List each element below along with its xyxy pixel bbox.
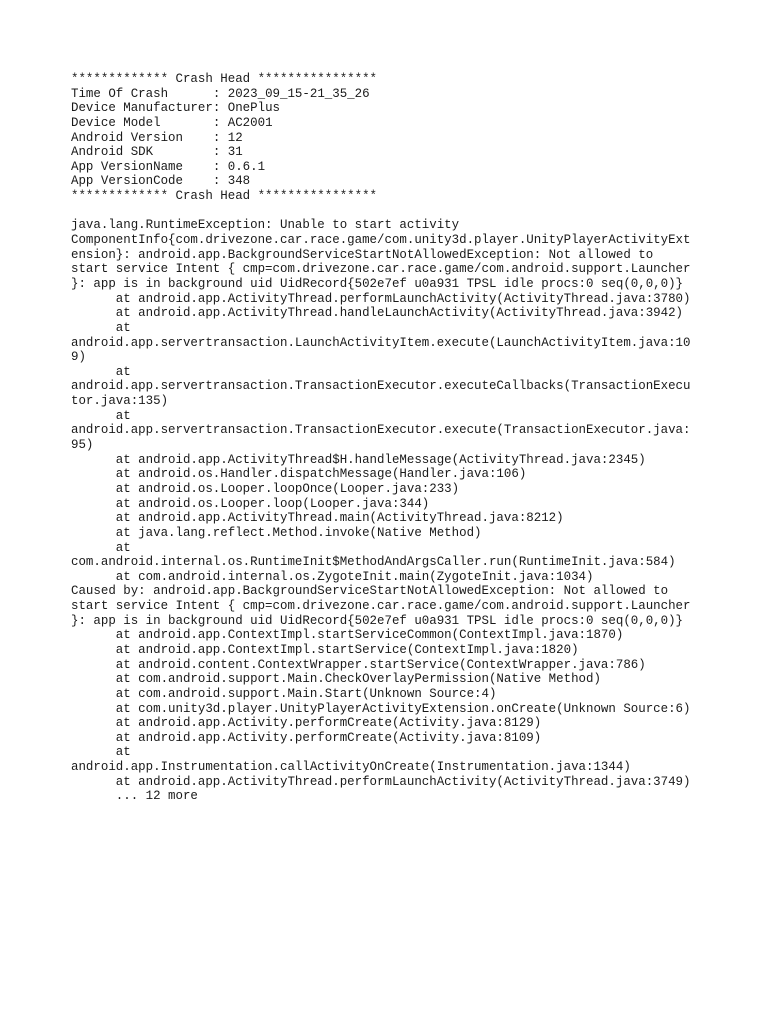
crash-head-fields — [71, 87, 711, 189]
crash-field-label: App VersionName — [71, 159, 213, 174]
stack-trace-line: at — [71, 364, 131, 379]
crash-field-separator: : — [212, 159, 228, 174]
stack-trace-line: at — [71, 745, 131, 760]
crash-field-separator: : — [212, 130, 228, 145]
stack-trace-line: at com.android.support.Main.CheckOverlayPermission(Native Method) — [71, 672, 601, 687]
stack-trace-line: at android.app.ActivityThread$H.handleMessage(ActivityThread.java:2345) — [71, 452, 646, 467]
stack-trace-line: java.lang.RuntimeException: Unable to start activity — [71, 218, 460, 233]
crash-head-banner-top: ************* Crash Head **************** — [71, 72, 378, 86]
stack-trace-line: 95) — [71, 438, 94, 453]
crash-field-label: Time Of Crash — [71, 86, 213, 101]
stack-trace-line: at — [71, 540, 131, 555]
stack-trace-line: android.app.Instrumentation.callActivityOnCreate(Instrumentation.java:1344) — [71, 760, 631, 775]
stack-trace-line: tor.java:135) — [71, 394, 169, 409]
stack-trace-line: at com.android.internal.os.ZygoteInit.main(ZygoteInit.java:1034) — [71, 569, 594, 584]
stack-trace-line: android.app.servertransaction.TransactionExecutor.execute(TransactionExecutor.java: — [71, 423, 691, 438]
crash-field-value: 12 — [227, 130, 243, 145]
stack-trace-line: android.app.servertransaction.TransactionExecutor.executeCallbacks(TransactionExecu — [71, 379, 691, 394]
crash-field-separator: : — [212, 115, 228, 130]
crash-field-label: App VersionCode — [71, 174, 213, 189]
crash-field-value: 0.6.1 — [227, 159, 266, 174]
crash-head-banner-bottom: ************* Crash Head **************** — [71, 189, 378, 204]
stack-trace-line: }: app is in background uid UidRecord{502e7ef u0a931 TPSL idle procs:0 seq(0,0,0)} — [71, 276, 684, 291]
crash-field-separator: : — [212, 101, 228, 116]
crash-field-value: 2023_09_15-21_35_26 — [227, 86, 370, 101]
stack-trace-line: at — [71, 408, 131, 423]
crash-field-separator: : — [212, 86, 228, 101]
stack-trace-line: at android.app.ContextImpl.startService(ContextImpl.java:1820) — [71, 642, 579, 657]
stack-trace-line: Caused by: android.app.BackgroundServiceStartNotAllowedException: Not allowed to — [71, 584, 669, 599]
stack-trace-line: at — [71, 320, 131, 335]
stack-trace-line: at com.android.support.Main.Start(Unknown Source:4) — [71, 686, 497, 701]
crash-field-separator: : — [212, 174, 228, 189]
crash-log-document — [71, 72, 711, 804]
stack-trace-line: ension}: android.app.BackgroundServiceStartNotAllowedException: Not allowed to — [71, 247, 654, 262]
stack-trace — [71, 218, 711, 804]
stack-trace-line: at android.app.ActivityThread.performLaunchActivity(ActivityThread.java:3749) — [71, 774, 691, 789]
crash-field-label: Android SDK — [71, 145, 213, 160]
spacer — [71, 204, 711, 219]
stack-trace-line: at android.app.ContextImpl.startServiceCommon(ContextImpl.java:1870) — [71, 628, 624, 643]
stack-trace-line: at android.app.Activity.performCreate(Activity.java:8109) — [71, 730, 542, 745]
crash-field-row — [71, 101, 711, 116]
stack-trace-line: at com.unity3d.player.UnityPlayerActivityExtension.onCreate(Unknown Source:6) — [71, 701, 691, 716]
stack-trace-line: at android.content.ContextWrapper.startService(ContextWrapper.java:786) — [71, 657, 646, 672]
stack-trace-line: ComponentInfo{com.drivezone.car.race.game/com.unity3d.player.UnityPlayerActivityExt — [71, 233, 691, 248]
stack-trace-line: start service Intent { cmp=com.drivezone.car.race.game/com.android.support.Launcher — [71, 262, 691, 277]
stack-trace-line: at java.lang.reflect.Method.invoke(Native Method) — [71, 525, 482, 540]
crash-field-row — [71, 87, 711, 102]
stack-trace-line: at android.app.ActivityThread.handleLaunchActivity(ActivityThread.java:3942) — [71, 306, 684, 321]
stack-trace-line: at android.app.ActivityThread.performLaunchActivity(ActivityThread.java:3780) — [71, 291, 691, 306]
stack-trace-line: ... 12 more — [71, 789, 198, 804]
crash-field-value: AC2001 — [227, 115, 273, 130]
stack-trace-line: at android.os.Looper.loop(Looper.java:344) — [71, 496, 430, 511]
crash-field-label: Device Model — [71, 115, 213, 130]
stack-trace-line: at android.app.Activity.performCreate(Activity.java:8129) — [71, 716, 542, 731]
crash-field-separator: : — [212, 145, 228, 160]
crash-field-label: Android Version — [71, 130, 213, 145]
stack-trace-line: android.app.servertransaction.LaunchActivityItem.execute(LaunchActivityItem.java:10 — [71, 335, 691, 350]
stack-trace-line: at android.os.Handler.dispatchMessage(Handler.java:106) — [71, 467, 527, 482]
stack-trace-line: com.android.internal.os.RuntimeInit$MethodAndArgsCaller.run(RuntimeInit.java:584) — [71, 555, 676, 570]
stack-trace-line: start service Intent { cmp=com.drivezone.car.race.game/com.android.support.Launcher — [71, 599, 691, 614]
stack-trace-line: at android.os.Looper.loopOnce(Looper.java:233) — [71, 481, 460, 496]
crash-field-value: 348 — [227, 174, 251, 189]
crash-field-row — [71, 131, 711, 146]
crash-field-row — [71, 160, 711, 175]
stack-trace-line: }: app is in background uid UidRecord{502e7ef u0a931 TPSL idle procs:0 seq(0,0,0)} — [71, 613, 684, 628]
crash-field-row — [71, 116, 711, 131]
crash-field-value: OnePlus — [227, 101, 280, 116]
crash-field-label: Device Manufacturer — [71, 101, 213, 116]
stack-trace-line: 9) — [71, 350, 86, 365]
crash-field-row — [71, 174, 711, 189]
crash-field-row — [71, 145, 711, 160]
crash-field-value: 31 — [227, 145, 243, 160]
stack-trace-line: at android.app.ActivityThread.main(ActivityThread.java:8212) — [71, 511, 564, 526]
